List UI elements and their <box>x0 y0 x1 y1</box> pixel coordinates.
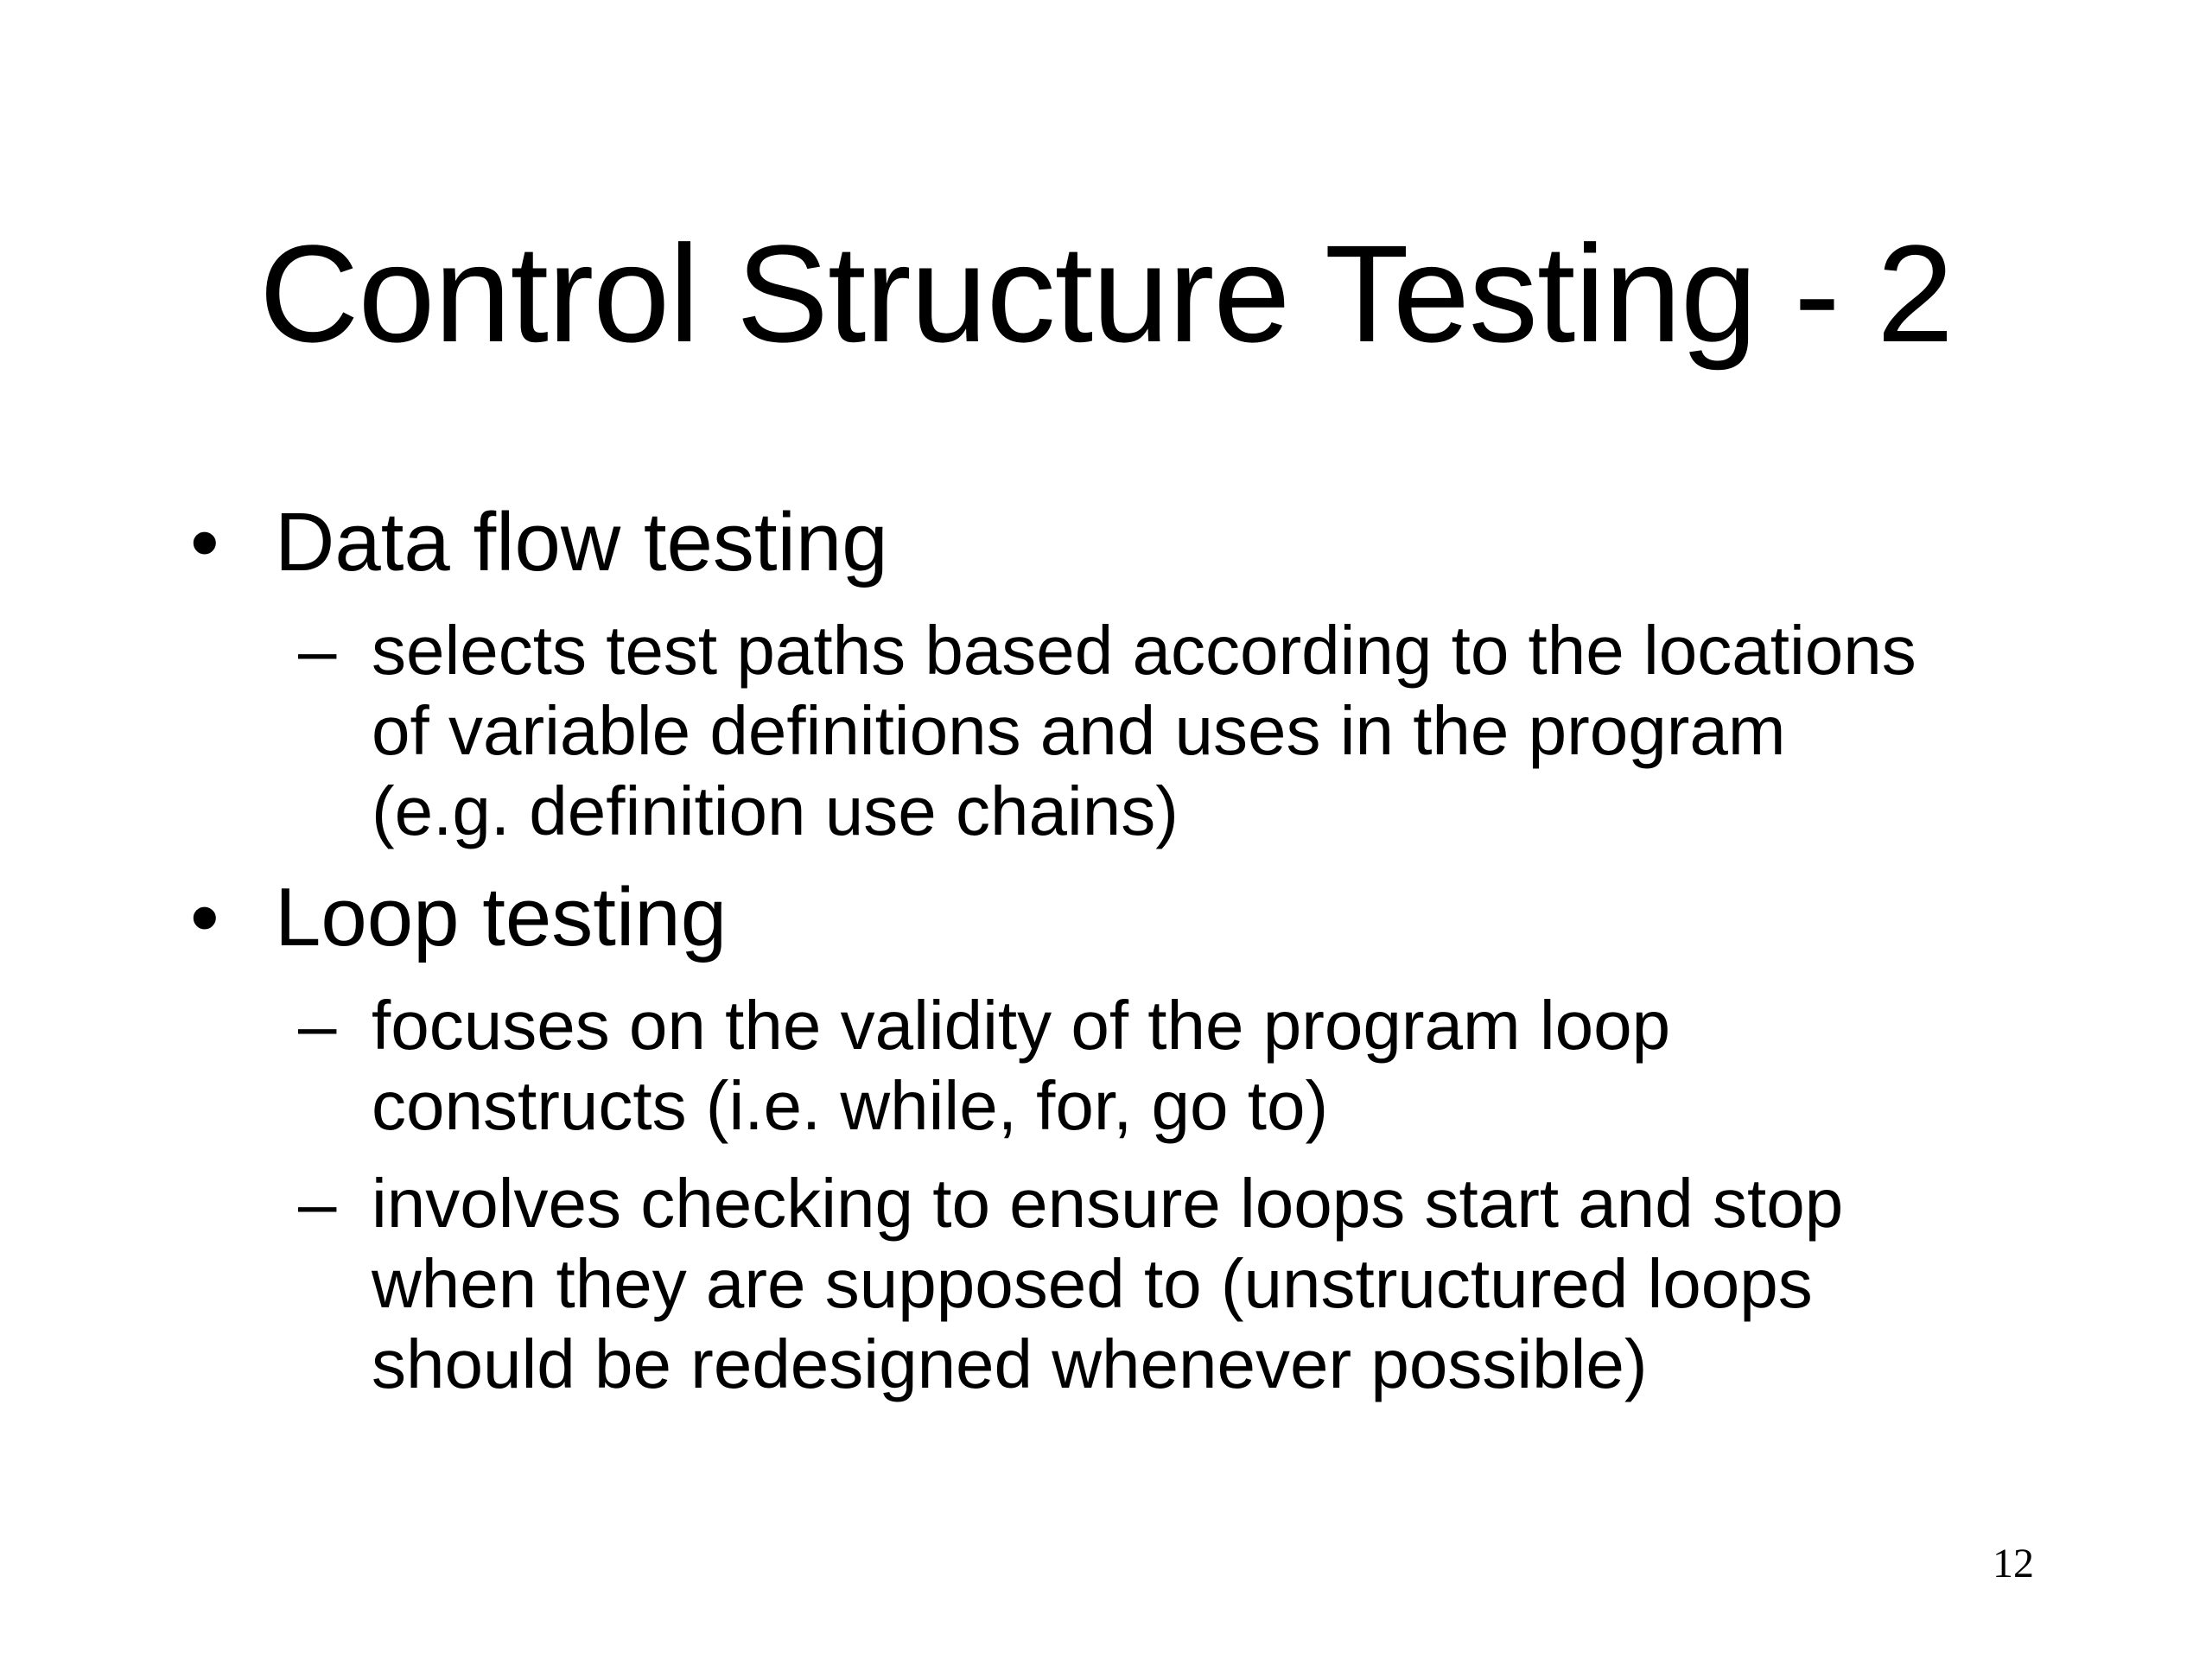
subitem-line: should be redesigned whenever possible) <box>372 1325 1648 1402</box>
dash-mark: – <box>298 612 337 689</box>
bullet-label: Loop testing <box>275 871 728 963</box>
subitem-line: when they are supposed to (unstructured loops <box>372 1245 1813 1322</box>
subitem-line: selects test paths based according to the locations <box>372 612 1916 689</box>
subitem-text <box>372 1163 2108 1404</box>
subitem-line: of variable definitions and uses in the program <box>372 692 1786 769</box>
dash-mark: – <box>298 1165 337 1242</box>
slide-title: Control Structure Testing - 2 <box>258 216 1954 371</box>
subitem-line: constructs (i.e. while, for, go to) <box>372 1067 1329 1144</box>
bullet-label: Data flow testing <box>275 496 888 588</box>
bullet-mark: • <box>190 496 219 588</box>
subitem-line: focuses on the validity of the program loop <box>372 987 1671 1064</box>
subitem-line: (e.g. definition use chains) <box>372 772 1179 849</box>
subitem-line: involves checking to ensure loops start and stop <box>372 1165 1844 1242</box>
page-number: 12 <box>1993 1541 2034 1586</box>
dash-mark: – <box>298 987 337 1064</box>
subitem-text <box>372 985 2108 1146</box>
bullet-mark: • <box>190 871 219 963</box>
subitem-text <box>372 610 2108 851</box>
